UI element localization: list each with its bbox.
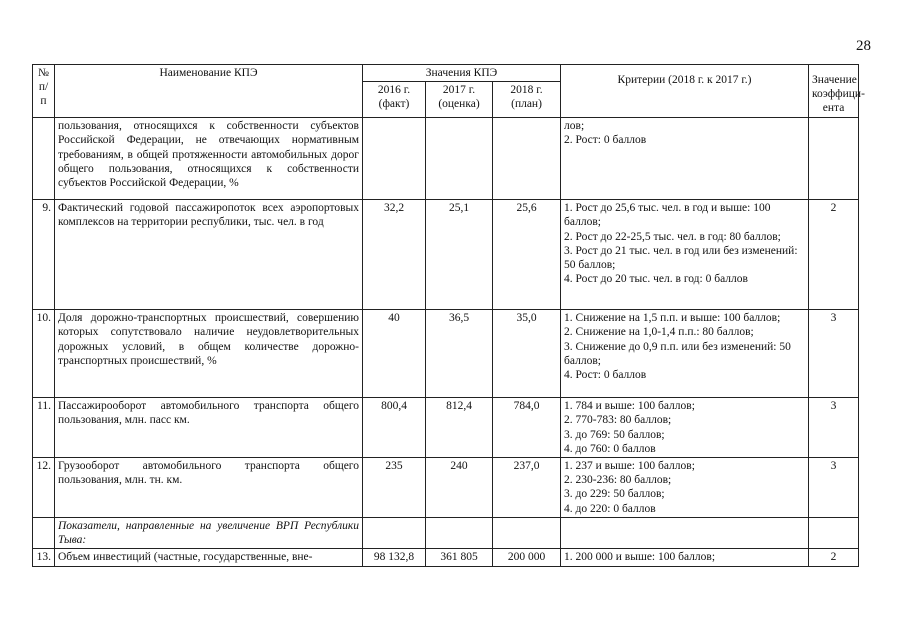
value-2018: 784,0 — [493, 398, 561, 458]
value-2018: 237,0 — [493, 458, 561, 518]
criteria-line: 1. 200 000 и выше: 100 баллов; — [564, 551, 716, 564]
row-num: 12. — [33, 458, 55, 518]
table-row — [33, 549, 859, 567]
row-name: Фактический годовой пассажиропоток всех аэропортовых комплексов на территории республики, тыс. чел. в год — [55, 200, 363, 310]
page-number: 28 — [856, 38, 871, 54]
header-coef: Значение коэффици-ента — [809, 65, 859, 118]
value-2017: 25,1 — [426, 200, 493, 310]
row-criteria — [561, 549, 809, 567]
criteria-line: лов; — [564, 120, 585, 133]
header-name: Наименование КПЭ — [55, 65, 363, 118]
header-row — [33, 65, 859, 82]
criteria-line: 4. до 220: 0 баллов — [564, 502, 656, 515]
row-criteria — [561, 310, 809, 398]
row-num: 11. — [33, 398, 55, 458]
table-row — [33, 398, 859, 458]
criteria-line: 3. до 229: 50 баллов; — [564, 488, 665, 501]
kpe-table — [32, 64, 865, 567]
row-num: 9. — [33, 200, 55, 310]
criteria-line: 3. Снижение до 0,9 п.п. или без изменений: 50 баллов; — [564, 340, 791, 367]
value-2016: 32,2 — [363, 200, 426, 310]
criteria-line: 1. 237 и выше: 100 баллов; — [564, 460, 695, 473]
coef-value: 2 — [809, 549, 859, 567]
criteria-line: 4. Рост: 0 баллов — [564, 369, 647, 382]
table-row — [33, 310, 859, 398]
header-2016: 2016 г. (факт) — [363, 82, 426, 118]
criteria-line: 2. Рост до 22-25,5 тыс. чел. в год: 80 баллов; — [564, 230, 781, 243]
row-num: 10. — [33, 310, 55, 398]
coef-value: 2 — [809, 200, 859, 310]
criteria-line: 4. до 760: 0 баллов — [564, 442, 656, 455]
section-heading: Показатели, направленные на увеличение ВРП Республики Тыва: — [55, 518, 363, 549]
value-2017: 361 805 — [426, 549, 493, 567]
value-2017: 240 — [426, 458, 493, 518]
value-2017: 36,5 — [426, 310, 493, 398]
criteria-line: 2. 770-783: 80 баллов; — [564, 414, 672, 427]
coef-value: 3 — [809, 398, 859, 458]
criteria-line: 1. Рост до 25,6 тыс. чел. в год и выше: 100 баллов; — [564, 202, 771, 229]
row-criteria — [561, 398, 809, 458]
value-2016: 98 132,8 — [363, 549, 426, 567]
criteria-line: 2. Рост: 0 баллов — [564, 134, 647, 147]
row-criteria — [561, 200, 809, 310]
value-2016: 40 — [363, 310, 426, 398]
row-name: Грузооборот автомобильного транспорта общего пользования, млн. тн. км. — [55, 458, 363, 518]
criteria-line: 1. 784 и выше: 100 баллов; — [564, 400, 695, 413]
header-2017: 2017 г. (оценка) — [426, 82, 493, 118]
value-2018: 200 000 — [493, 549, 561, 567]
header-criteria: Критерии (2018 г. к 2017 г.) — [561, 65, 809, 118]
coef-value: 3 — [809, 458, 859, 518]
row-criteria — [561, 458, 809, 518]
header-num: № п/п — [33, 65, 55, 118]
value-2017: 812,4 — [426, 398, 493, 458]
header-values: Значения КПЭ — [363, 65, 561, 82]
value-2016: 235 — [363, 458, 426, 518]
criteria-line: 3. до 769: 50 баллов; — [564, 428, 665, 441]
criteria-line: 2. 230-236: 80 баллов; — [564, 474, 672, 487]
value-2018: 25,6 — [493, 200, 561, 310]
criteria-line: 2. Снижение на 1,0-1,4 п.п.: 80 баллов; — [564, 326, 754, 339]
header-2018: 2018 г. (план) — [493, 82, 561, 118]
criteria-line: 1. Снижение на 1,5 п.п. и выше: 100 баллов; — [564, 312, 781, 325]
row-name: Объем инвестиций (частные, государственные, вне- — [55, 549, 363, 567]
row-num: 13. — [33, 549, 55, 567]
coef-value: 3 — [809, 310, 859, 398]
criteria-line: 3. Рост до 21 тыс. чел. в год или без изменений: 50 баллов; — [564, 244, 798, 272]
criteria-line: 4. Рост до 20 тыс. чел. в год: 0 баллов — [564, 273, 748, 286]
value-2016: 800,4 — [363, 398, 426, 458]
row-criteria — [561, 118, 809, 200]
section-row — [33, 518, 859, 549]
value-2018: 35,0 — [493, 310, 561, 398]
row-name: пользования, относящихся к собственности субъектов Российской Федерации, не отвечающих нормативным требованиям, в общей протяженности автомобильных дорог общего пользования, относящихся к собственности субъектов Российской Федерации, % — [55, 118, 363, 200]
table-row — [33, 118, 859, 200]
row-name: Пассажирооборот автомобильного транспорта общего пользования, млн. пасс км. — [55, 398, 363, 458]
table-row — [33, 458, 859, 518]
row-name: Доля дорожно-транспортных происшествий, совершению которых сопутствовало наличие неудовлетворительных дорожных условий, в общем количестве дорожно-транспортных происшествий, % — [55, 310, 363, 398]
table-row — [33, 200, 859, 310]
row-num — [33, 118, 55, 200]
